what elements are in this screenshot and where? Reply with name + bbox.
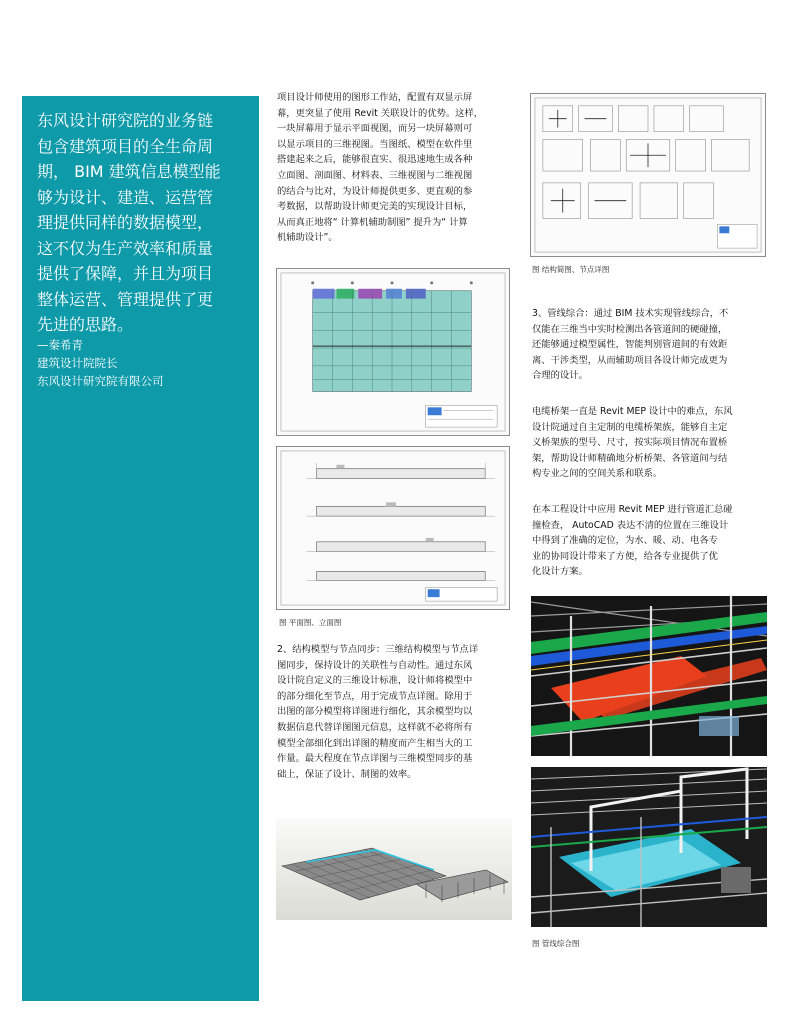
body-paragraph-5: 在本工程设计中应用 Revit MEP 进行管道汇总碰 撞检查， AutoCAD 表达不清的位置在三维设计 中得到了准确的定位，为水、暖、动、电各专 业的协同设计带来了方便，给各专业提供了优 化设计方案。	[532, 504, 733, 578]
elevation-drawing	[276, 446, 510, 610]
quote-attribution: —秦希青 建筑设计院院长 东风设计研究院有限公司	[37, 338, 164, 388]
structural-3d-model	[276, 818, 512, 920]
figure-caption-structure-node: 图 结构简图、节点详图	[532, 265, 610, 274]
body-paragraph-2: 2、结构模型与节点同步：三维结构模型与节点详 图同步，保持设计的关联性与自动性。通过东风 设计院自定义的三维设计标准，设计师将模型中 的部分细化至节点，用于完成节点详图。除用于 出图的部分模型将详图进行细化，其余模型均以 数据信息代替详图图元信息，这样就不必将所有 模型全部细化到出详图的精度而产生相当大的工 作量。最大程度在节点详图与三维模型同步的基 础上，保证了设计、制图的效率。	[277, 644, 479, 780]
figure-caption-pipe-coordination: 图 管线综合图	[532, 939, 580, 948]
floor-plan-drawing	[276, 268, 510, 436]
body-paragraph-4: 电缆桥架一直是 Revit MEP 设计中的难点，东风 设计院通过自主定制的电缆桥架族，能够自主定 义桥架族的型号、尺寸，按实际项目情况布置桥 架，帮助设计师精确地分析桥架、各管道间与结 构专业之间的空间关系和联系。	[532, 406, 733, 480]
node-detail-drawing	[530, 93, 766, 257]
body-paragraph-3: 3、管线综合：通过 BIM 技术实现管线综合，不 仅能在三维当中实时检测出各管道间的硬碰撞， 还能够通过模型属性，智能判别管道间的有效距 离、干涉类型，从而辅助项目各设计师完成更为 合理的设计。	[532, 308, 729, 382]
pull-quote: 东风设计研究院的业务链 包含建筑项目的全生命周 期， BIM 建筑信息模型能 够为设计、建造、运营管 理提供同样的数据模型， 这不仅为生产效率和质量 提供了保障，并且为项目 整体运营、管理提供了更 先进的思路。	[37, 111, 221, 334]
pipe-coordination-render-2	[531, 767, 767, 927]
pipe-coordination-render-1	[531, 596, 767, 756]
body-paragraph-1: 项目设计师使用的图形工作站，配置有双显示屏 幕，更突显了使用 Revit 关联设计的优势。这样， 一块屏幕用于显示平面视图，而另一块屏幕则可 以显示项目的三维视图。当图纸、模型在软件里 搭建起来之后，能够很直实、很迅速地生成各种 立面图、剖面图、材料表、三维视图与二维视图 的结合与比对，为设计师提供更多、更直观的参 考数据，以帮助设计师更完美的实现设计目标， 从而真正地将“ 计算机辅助制图” 提升为“ 计算 机辅助设计”。	[277, 92, 484, 244]
figure-caption-plan-elevation: 图 平面图、立面图	[279, 618, 342, 627]
